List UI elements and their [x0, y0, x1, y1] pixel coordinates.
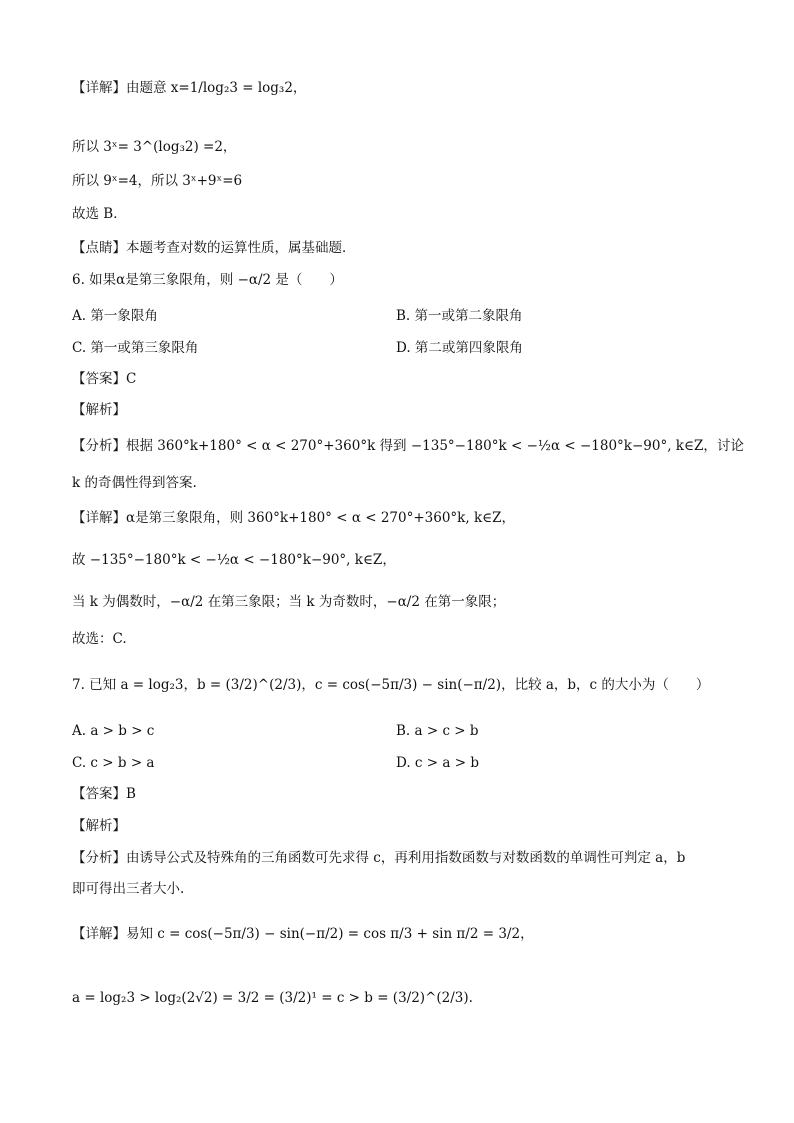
q6-jiexi: [72, 400, 126, 420]
q6-xiangjie-2-text: 故 −135°−180°k < −½α < −180°k−90°, k∈Z，: [72, 552, 396, 568]
q7-option-d: [396, 753, 479, 773]
q6-option-b-text: B. 第一或第二象限角: [396, 308, 523, 324]
q6-option-c: [72, 338, 198, 358]
q6-option-a: [72, 306, 158, 326]
q6-option-b: [396, 306, 523, 326]
comment-line: [72, 238, 356, 258]
q6-xuan: [72, 629, 127, 649]
q7-option-c-text: C. c > b > a: [72, 755, 155, 771]
q6-option-d: [396, 338, 523, 358]
question-6-text: 6. 如果α是第三象限角，则 −α/2 是（ ）: [72, 272, 343, 288]
q7-xiangjie-1-text: 【详解】易知 c = cos(−5π/3) − sin(−π/2) = cos π/3 + sin π/2 = 3/2，: [72, 926, 534, 942]
q7-fenxi-1-text: 【分析】由诱导公式及特殊角的三角函数可先求得 c，再利用指数函数与对数函数的单调性可判定 a，b: [72, 850, 686, 866]
detail-text-3: 所以 9ˣ=4，所以 3ˣ+9ˣ=6: [72, 173, 243, 189]
q6-xiangjie-3: [72, 592, 505, 612]
q6-option-a-text: A. 第一象限角: [72, 308, 158, 324]
choose-text: 故选 B．: [72, 206, 127, 222]
q7-answer: [72, 784, 136, 804]
q7-option-c: [72, 753, 154, 773]
q7-option-a: [72, 721, 154, 741]
q7-option-b-text: B. a > c > b: [396, 723, 479, 739]
q6-fenxi-1: [72, 436, 744, 456]
q6-option-c-text: C. 第一或第三象限角: [72, 340, 199, 356]
q7-jiexi-text: 【解析】: [72, 818, 126, 834]
q7-option-d-text: D. c > a > b: [396, 755, 479, 771]
question-6: [72, 270, 343, 290]
q6-xiangjie-2: [72, 550, 396, 570]
detail-text-2: 所以 3ˣ= 3^(log₃2) =2，: [72, 139, 237, 155]
q6-xiangjie-1-text: 【详解】α是第三象限角，则 360°k+180° < α < 270°+360°k, k∈Z，: [72, 510, 516, 526]
question-7-text: 7. 已知 a = log₂3，b = (3/2)^(2/3)，c = cos(−5π/3) − sin(−π/2)，比较 a，b，c 的大小为（ ）: [72, 677, 710, 693]
question-7: [72, 675, 709, 695]
q7-xiangjie-2-text: a = log₂3 > log₂(2√2) = 3/2 = (3/2)¹ = c > b = (3/2)^(2/3).: [72, 990, 473, 1006]
q6-xuan-text: 故选：C.: [72, 631, 127, 647]
q7-option-a-text: A. a > b > c: [72, 723, 155, 739]
detail-line-3: [72, 171, 242, 191]
choose-line: [72, 204, 127, 224]
q7-fenxi-1: [72, 848, 685, 868]
q7-xiangjie-2: [72, 988, 473, 1008]
q6-xiangjie-1: [72, 508, 515, 528]
q7-fenxi-2: [72, 879, 184, 899]
q7-xiangjie-1: [72, 924, 534, 944]
q6-fenxi-1-text: 【分析】根据 360°k+180° < α < 270°+360°k 得到 −135°−180°k < −½α < −180°k−90°, k∈Z，讨论: [72, 438, 744, 454]
q7-jiexi: [72, 816, 126, 836]
q6-xiangjie-3-text: 当 k 为偶数时，−α/2 在第三象限；当 k 为奇数时，−α/2 在第一象限；: [72, 594, 506, 610]
q6-answer: [72, 369, 136, 389]
q6-fenxi-2: [72, 473, 197, 493]
detail-line-2: [72, 137, 236, 157]
q6-jiexi-text: 【解析】: [72, 402, 126, 418]
q7-option-b: [396, 721, 479, 741]
q6-option-d-text: D. 第二或第四象限角: [396, 340, 523, 356]
q6-fenxi-2-text: k 的奇偶性得到答案.: [72, 475, 197, 491]
q7-fenxi-2-text: 即可得出三者大小.: [72, 881, 185, 897]
detail-line-1: [72, 78, 306, 98]
q6-answer-text: 【答案】C: [72, 371, 137, 387]
detail-text-1: 【详解】由题意 x=1/log₂3 = log₃2，: [72, 80, 307, 96]
q7-answer-text: 【答案】B: [72, 786, 136, 802]
comment-text: 【点睛】本题考查对数的运算性质，属基础题．: [72, 240, 356, 256]
